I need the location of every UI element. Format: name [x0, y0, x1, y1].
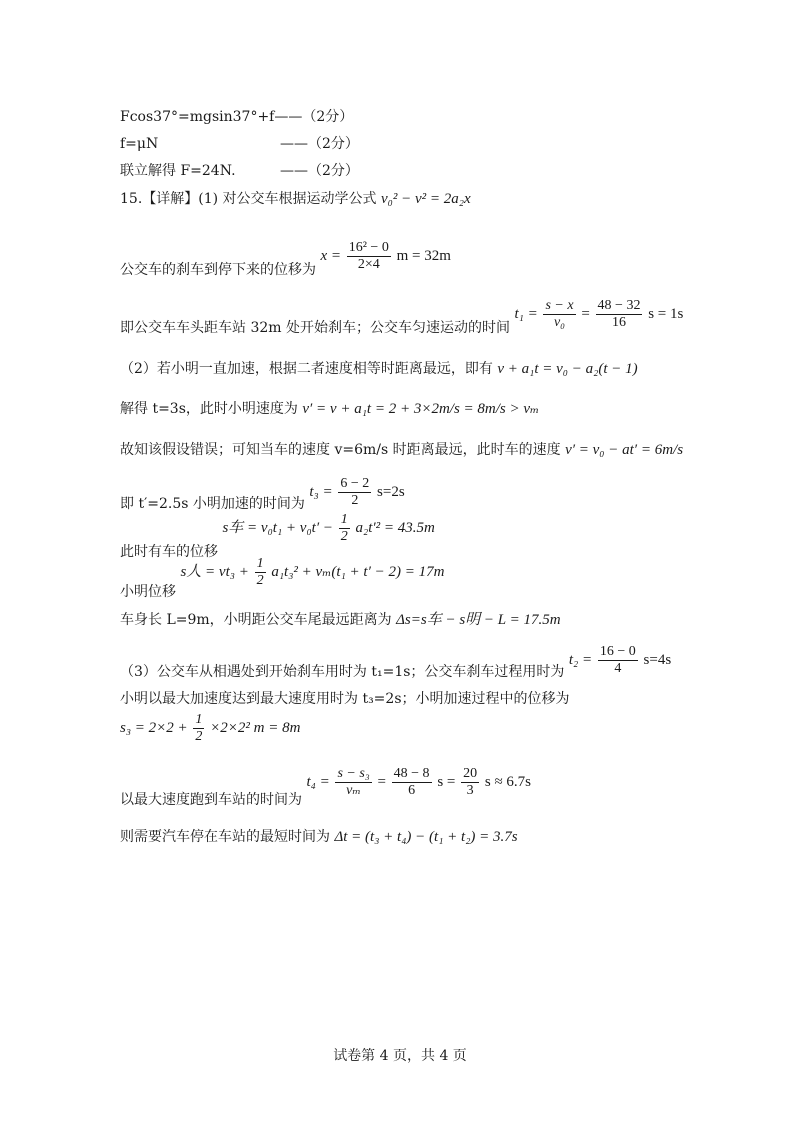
- fraction: [255, 556, 266, 589]
- denominator: 2: [340, 529, 348, 544]
- denominator: 2: [351, 493, 359, 508]
- min-stop-time: [120, 828, 518, 846]
- fraction: [392, 766, 432, 799]
- numerator: 16 − 0: [599, 644, 636, 659]
- part2-assumption: [120, 360, 638, 378]
- accel-text: 即 t′=2.5s 小明加速的时间为: [120, 495, 305, 512]
- min-stop-formula: Δt = (t₃ + t₄) − (t₁ + t₂) = 3.7s: [334, 829, 518, 845]
- braking-text: 公交车的刹车到停下来的位移为: [120, 261, 316, 278]
- xm-disp-formula: [180, 556, 445, 588]
- q15-text: 15.【详解】(1) 对公交车根据运动学公式: [120, 191, 377, 207]
- accel-displacement: [120, 712, 300, 745]
- page-footer: 试卷第 4 页，共 4 页: [333, 1048, 467, 1064]
- denominator: 4: [614, 661, 622, 676]
- bus-uniform-time: [120, 298, 684, 336]
- numerator: 1: [256, 556, 264, 571]
- denominator: v₀: [553, 315, 566, 330]
- result-score: ——（2分）: [280, 163, 359, 179]
- formula-rhs: a₁t₃² + vₘ(t₁ + t′ − 2) = 17m: [271, 563, 445, 580]
- numerator: s − s₃: [337, 766, 370, 781]
- max-distance-text: 车身长 L=9m，小明距公交车尾最远距离为: [120, 612, 392, 628]
- formula-lhs: s人 = vt₃ +: [180, 563, 249, 580]
- denominator: 2×4: [357, 257, 380, 272]
- fraction: [339, 512, 350, 545]
- numerator: 1: [340, 512, 348, 527]
- formula-rhs: s=4s: [643, 651, 672, 668]
- bus-speed-formula: v′ = v₀ − at′ = 6m/s: [565, 442, 684, 458]
- bus-speed: [120, 441, 683, 459]
- assumption-text: （2）若小明一直加速，根据二者速度相等时距离最远，即有: [120, 361, 493, 377]
- fraction: [347, 240, 391, 273]
- friction-text: f=μN: [120, 136, 159, 152]
- formula-rhs: m = 32m: [396, 247, 451, 264]
- formula-lhs: s车 = v₀t₁ + v₀t′ −: [222, 519, 333, 536]
- bus-speed-text: 故知该假设错误；可知当车的速度 v=6m/s 时距离最远，此时车的速度: [120, 442, 561, 458]
- run-time: [120, 766, 532, 808]
- accel-formula: [309, 476, 405, 508]
- denominator: 2: [256, 573, 264, 588]
- numerator: 48 − 32: [597, 298, 641, 313]
- accel-disp-formula: [120, 712, 301, 744]
- formula-lhs: s₃ = 2×2 +: [120, 719, 188, 736]
- q15-intro: [120, 190, 471, 208]
- formula-mid: s =: [437, 773, 456, 790]
- denominator: 16: [612, 315, 626, 330]
- run-time-formula: t₄ = $\frac{\text{s − s₃}}{\text{vₘ}}$ = $\frac{48 - 8}{6}$ s = $\frac{20}{3}$ s ≈ 6.7s: [306, 766, 532, 798]
- numerator: 20: [463, 766, 478, 781]
- xiaoming-accel-phase: 小明以最大加速度达到最大速度用时为 t₃=2s；小明加速过程中的位移为: [120, 691, 570, 707]
- xm-disp-text: 小明位移: [120, 583, 176, 600]
- kinematics-formula: v₀² − v² = 2a₂x: [381, 191, 471, 207]
- fraction: [335, 766, 371, 799]
- formula-rhs: ×2×2² m = 8m: [210, 719, 301, 736]
- formula-lhs: x =: [320, 247, 341, 264]
- max-distance: [120, 611, 561, 629]
- bus-displacement: [120, 512, 435, 560]
- part3-text: （3）公交车从相遇处到开始刹车用时为 t₁=1s；公交车刹车过程用时为: [120, 663, 565, 680]
- friction-score: ——（2分）: [280, 136, 359, 152]
- max-distance-formula: Δs=s车 − s明 − L = 17.5m: [396, 612, 561, 628]
- part3-bus-time: [120, 644, 672, 680]
- fraction: [598, 644, 638, 677]
- formula-lhs: t₄ =: [306, 773, 330, 790]
- numerator: 1: [195, 712, 203, 727]
- assumption-formula: v + a₁t = v₀ − a₂(t − 1): [497, 361, 638, 377]
- formula-rhs: a₂t′² = 43.5m: [355, 519, 435, 536]
- min-stop-text: 则需要汽车停在车站的最短时间为: [120, 829, 330, 845]
- xiaoming-displacement: [120, 556, 445, 600]
- formula-rhs: s=2s: [377, 483, 405, 500]
- formula-lhs: t₃ =: [309, 483, 333, 500]
- result-force: [120, 162, 359, 180]
- bus-braking-distance: [120, 240, 451, 278]
- numerator: 48 − 8: [393, 766, 430, 781]
- fraction: [461, 766, 479, 799]
- uniform-text: 即公交车车头距车站 32m 处开始刹车；公交车匀速运动的时间: [120, 319, 510, 336]
- denominator: 2: [195, 729, 203, 744]
- numerator: 6 − 2: [340, 476, 370, 491]
- formula-lhs: t₁ =: [514, 305, 538, 322]
- fraction: [338, 476, 371, 509]
- denominator: vₘ: [346, 783, 361, 798]
- uniform-formula: t₁ = $\frac{s - x}{\text{v₀}}$ = $\frac{48 - 32}{16}$ s = 1s: [514, 298, 684, 330]
- formula-rhs: s = 1s: [648, 305, 684, 322]
- denominator: 6: [408, 783, 416, 798]
- run-time-text: 以最大速度跑到车站的时间为: [120, 791, 302, 808]
- brake-time-formula: [568, 644, 672, 676]
- xiaoming-speed: [120, 400, 539, 418]
- denominator: 3: [466, 783, 474, 798]
- numerator: s − x: [545, 298, 574, 313]
- speed-text: 解得 t=3s，此时小明速度为: [120, 401, 298, 417]
- numerator: 16² − 0: [348, 240, 389, 255]
- equation-friction: [120, 135, 359, 153]
- formula-lhs: t₂ =: [568, 651, 593, 668]
- formula-rhs: s ≈ 6.7s: [484, 773, 532, 790]
- fraction: [193, 712, 204, 745]
- result-text: 联立解得 F=24N.: [120, 163, 236, 179]
- bus-disp-formula: [222, 512, 435, 544]
- fraction: [543, 298, 575, 331]
- speed-formula: v′ = v + a₁t = 2 + 3×2m/s = 8m/s > vₘ: [302, 401, 540, 417]
- equation-force-balance: Fcos37°=mgsin37°+f——（2分）: [120, 109, 354, 125]
- bus-disp-text: 此时有车的位移: [120, 543, 218, 560]
- fraction: [596, 298, 643, 331]
- accel-time: [120, 476, 405, 512]
